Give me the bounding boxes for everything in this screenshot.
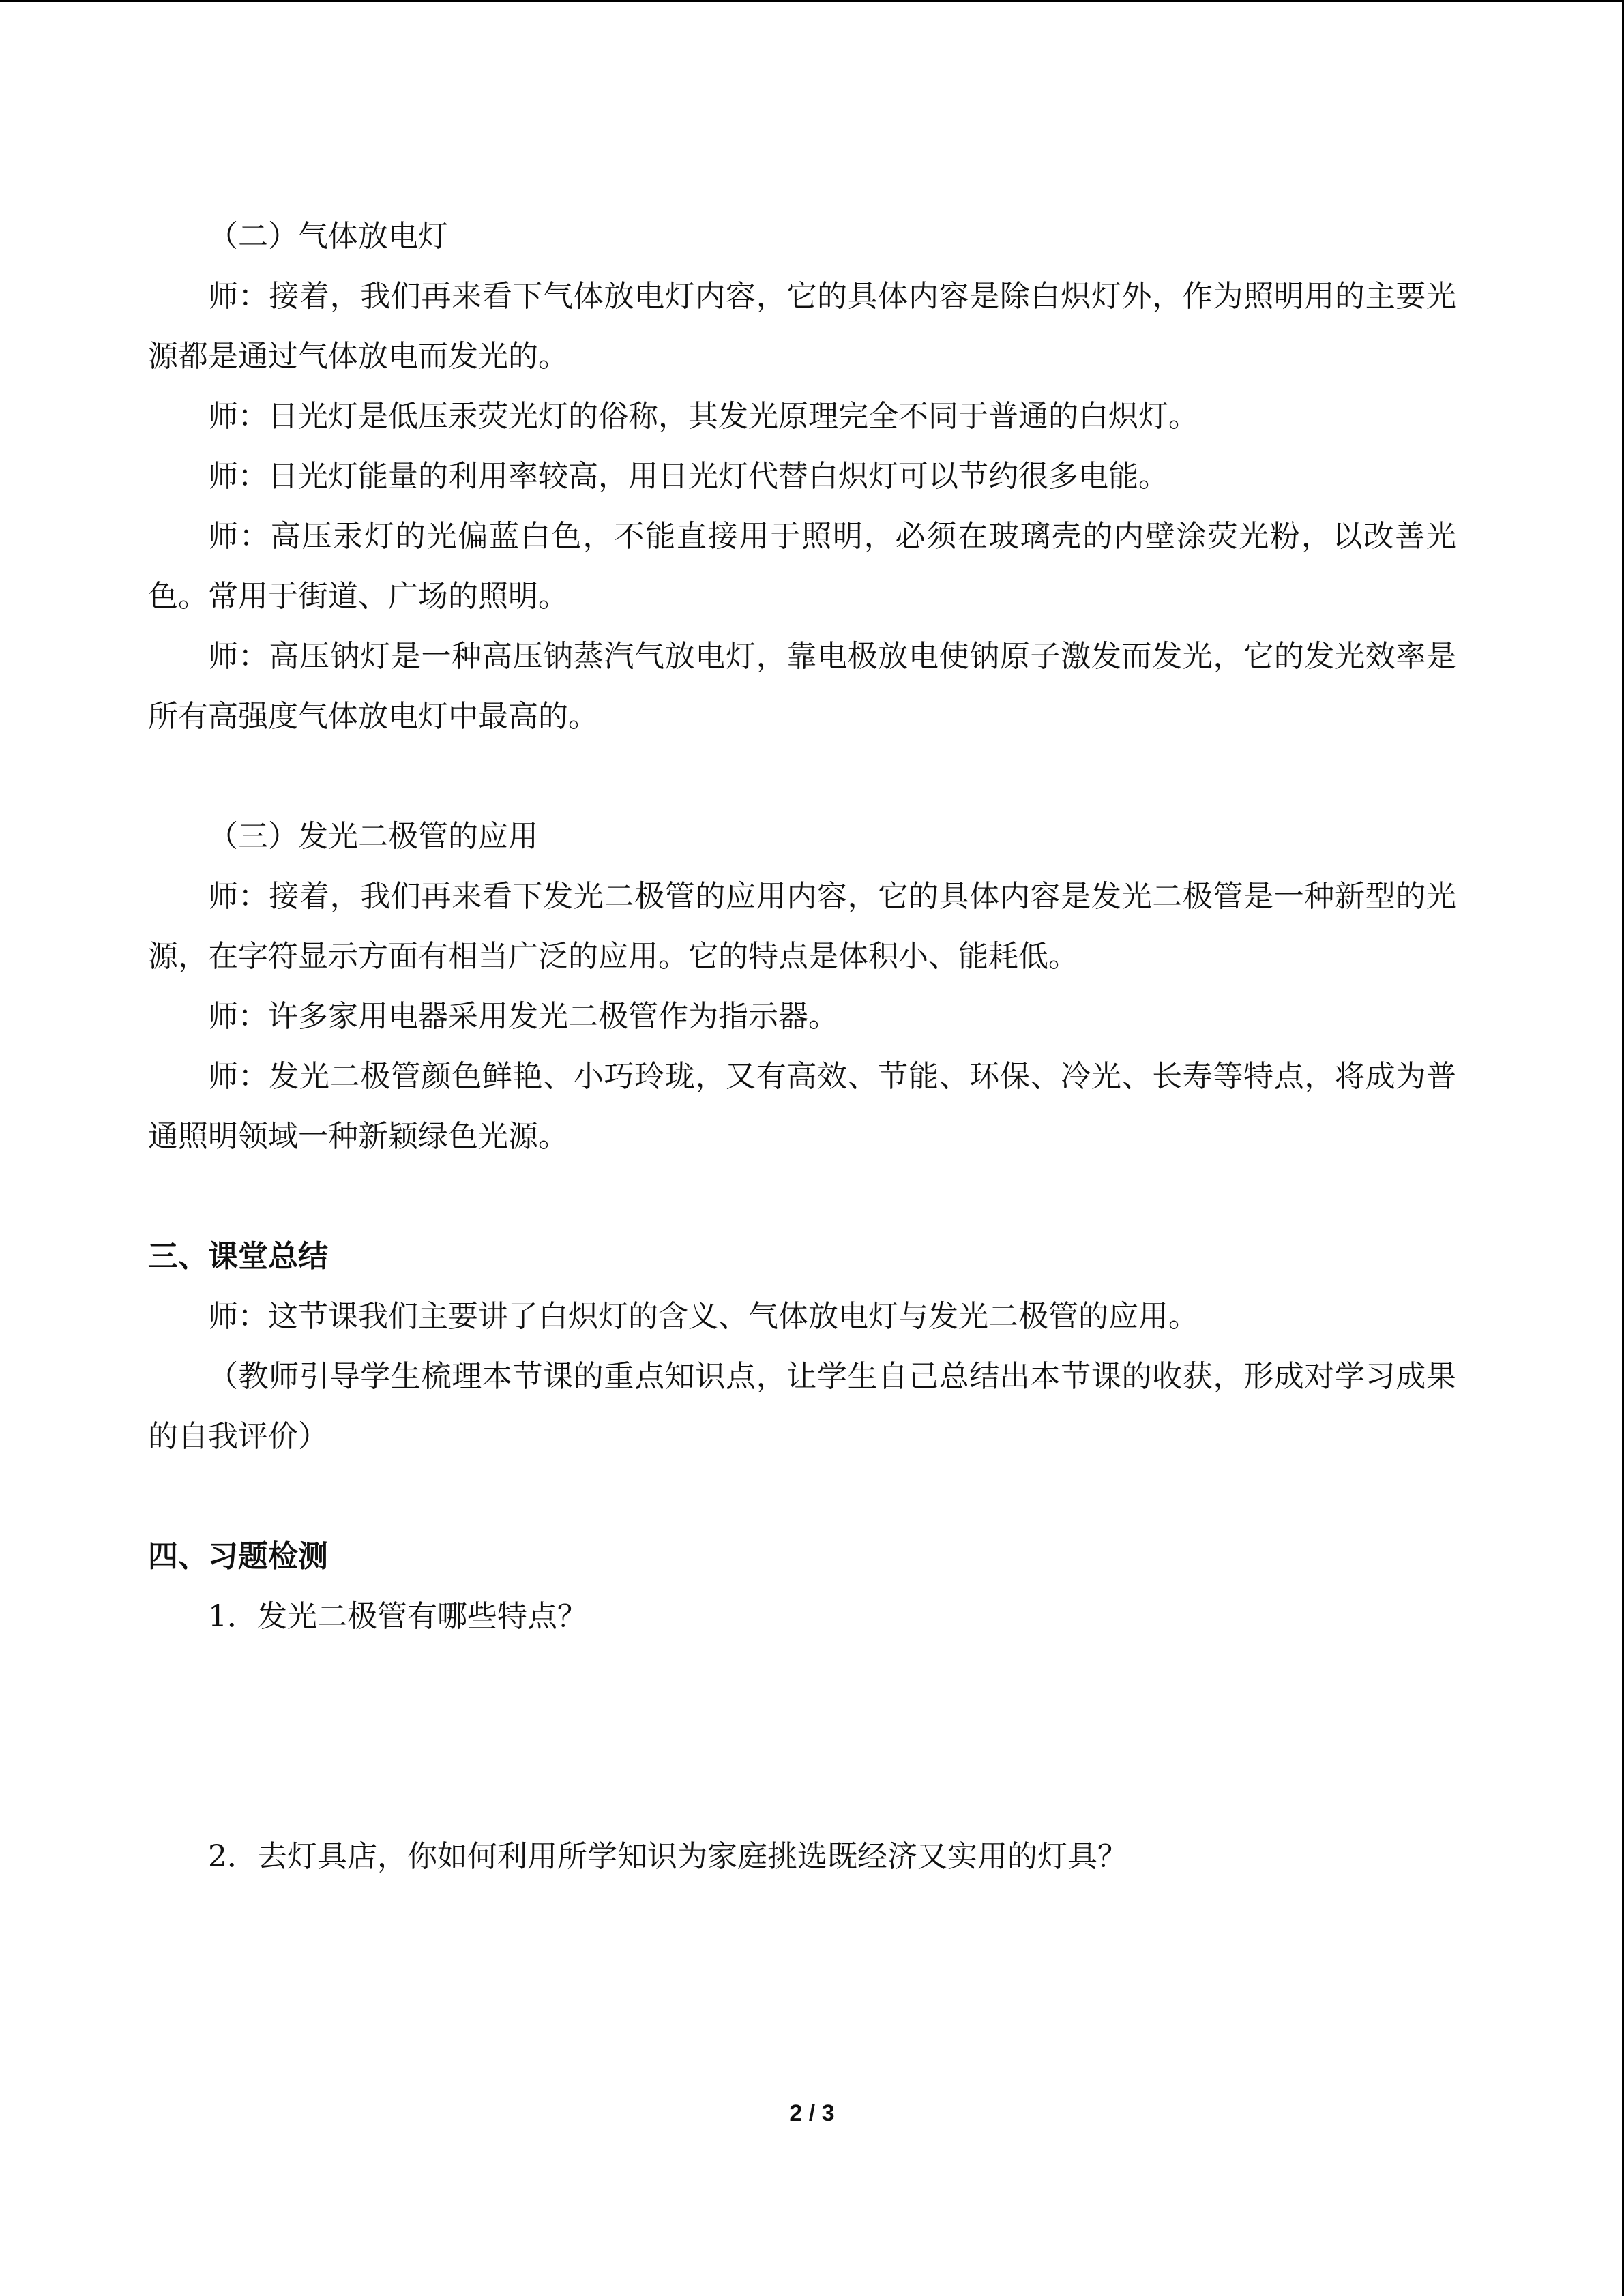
document-body — [148, 207, 1456, 1887]
answer-space — [148, 1647, 1456, 1827]
paragraph: 师：这节课我们主要讲了白炽灯的含义、气体放电灯与发光二极管的应用。 — [208, 1299, 1198, 1334]
paragraph: 师：接着，我们再来看下发光二极管的应用内容，它的具体内容是发光二极管是一种新型的光源，在字符显示方面有相当广泛的应用。它的特点是体积小、能耗低。 — [148, 879, 1456, 974]
paragraph: 师：日光灯能量的利用率较高，用日光灯代替白炽灯可以节约很多电能。 — [208, 459, 1168, 494]
exercise-question-1: 1．发光二极管有哪些特点？ — [208, 1599, 587, 1634]
section-heading-class-summary: 三、课堂总结 — [148, 1239, 328, 1274]
page-number: 2 / 3 — [789, 2100, 835, 2126]
paragraph: 师：接着，我们再来看下气体放电灯内容，它的具体内容是除白炽灯外，作为照明用的主要光源都是通过气体放电而发光的。 — [148, 279, 1456, 374]
spacer — [148, 747, 1456, 807]
paragraph: 师：高压钠灯是一种高压钠蒸汽气放电灯，靠电极放电使钠原子激发而发光，它的发光效率是所有高强度气体放电灯中最高的。 — [148, 639, 1456, 734]
spacer — [148, 1467, 1456, 1527]
paragraph: 师：日光灯是低压汞荧光灯的俗称，其发光原理完全不同于普通的白炽灯。 — [208, 399, 1198, 434]
paragraph: 师：发光二极管颜色鲜艳、小巧玲珑，又有高效、节能、环保、冷光、长寿等特点，将成为普通照明领域一种新颖绿色光源。 — [148, 1059, 1456, 1154]
paragraph: 师：许多家用电器采用发光二极管作为指示器。 — [208, 999, 838, 1034]
paragraph: （教师引导学生梳理本节课的重点知识点，让学生自己总结出本节课的收获，形成对学习成果的自我评价） — [148, 1359, 1456, 1454]
paragraph: 师：高压汞灯的光偏蓝白色，不能直接用于照明，必须在玻璃壳的内壁涂荧光粉，以改善光色。常用于街道、广场的照明。 — [148, 519, 1456, 614]
subsection-title-led-application: （三）发光二极管的应用 — [208, 819, 538, 854]
exercise-question-2: 2．去灯具店，你如何利用所学知识为家庭挑选既经济又实用的灯具？ — [208, 1839, 1127, 1874]
subsection-title-gas-discharge-lamp: （二）气体放电灯 — [208, 219, 448, 254]
section-heading-exercises: 四、习题检测 — [148, 1539, 328, 1574]
spacer — [148, 1167, 1456, 1227]
